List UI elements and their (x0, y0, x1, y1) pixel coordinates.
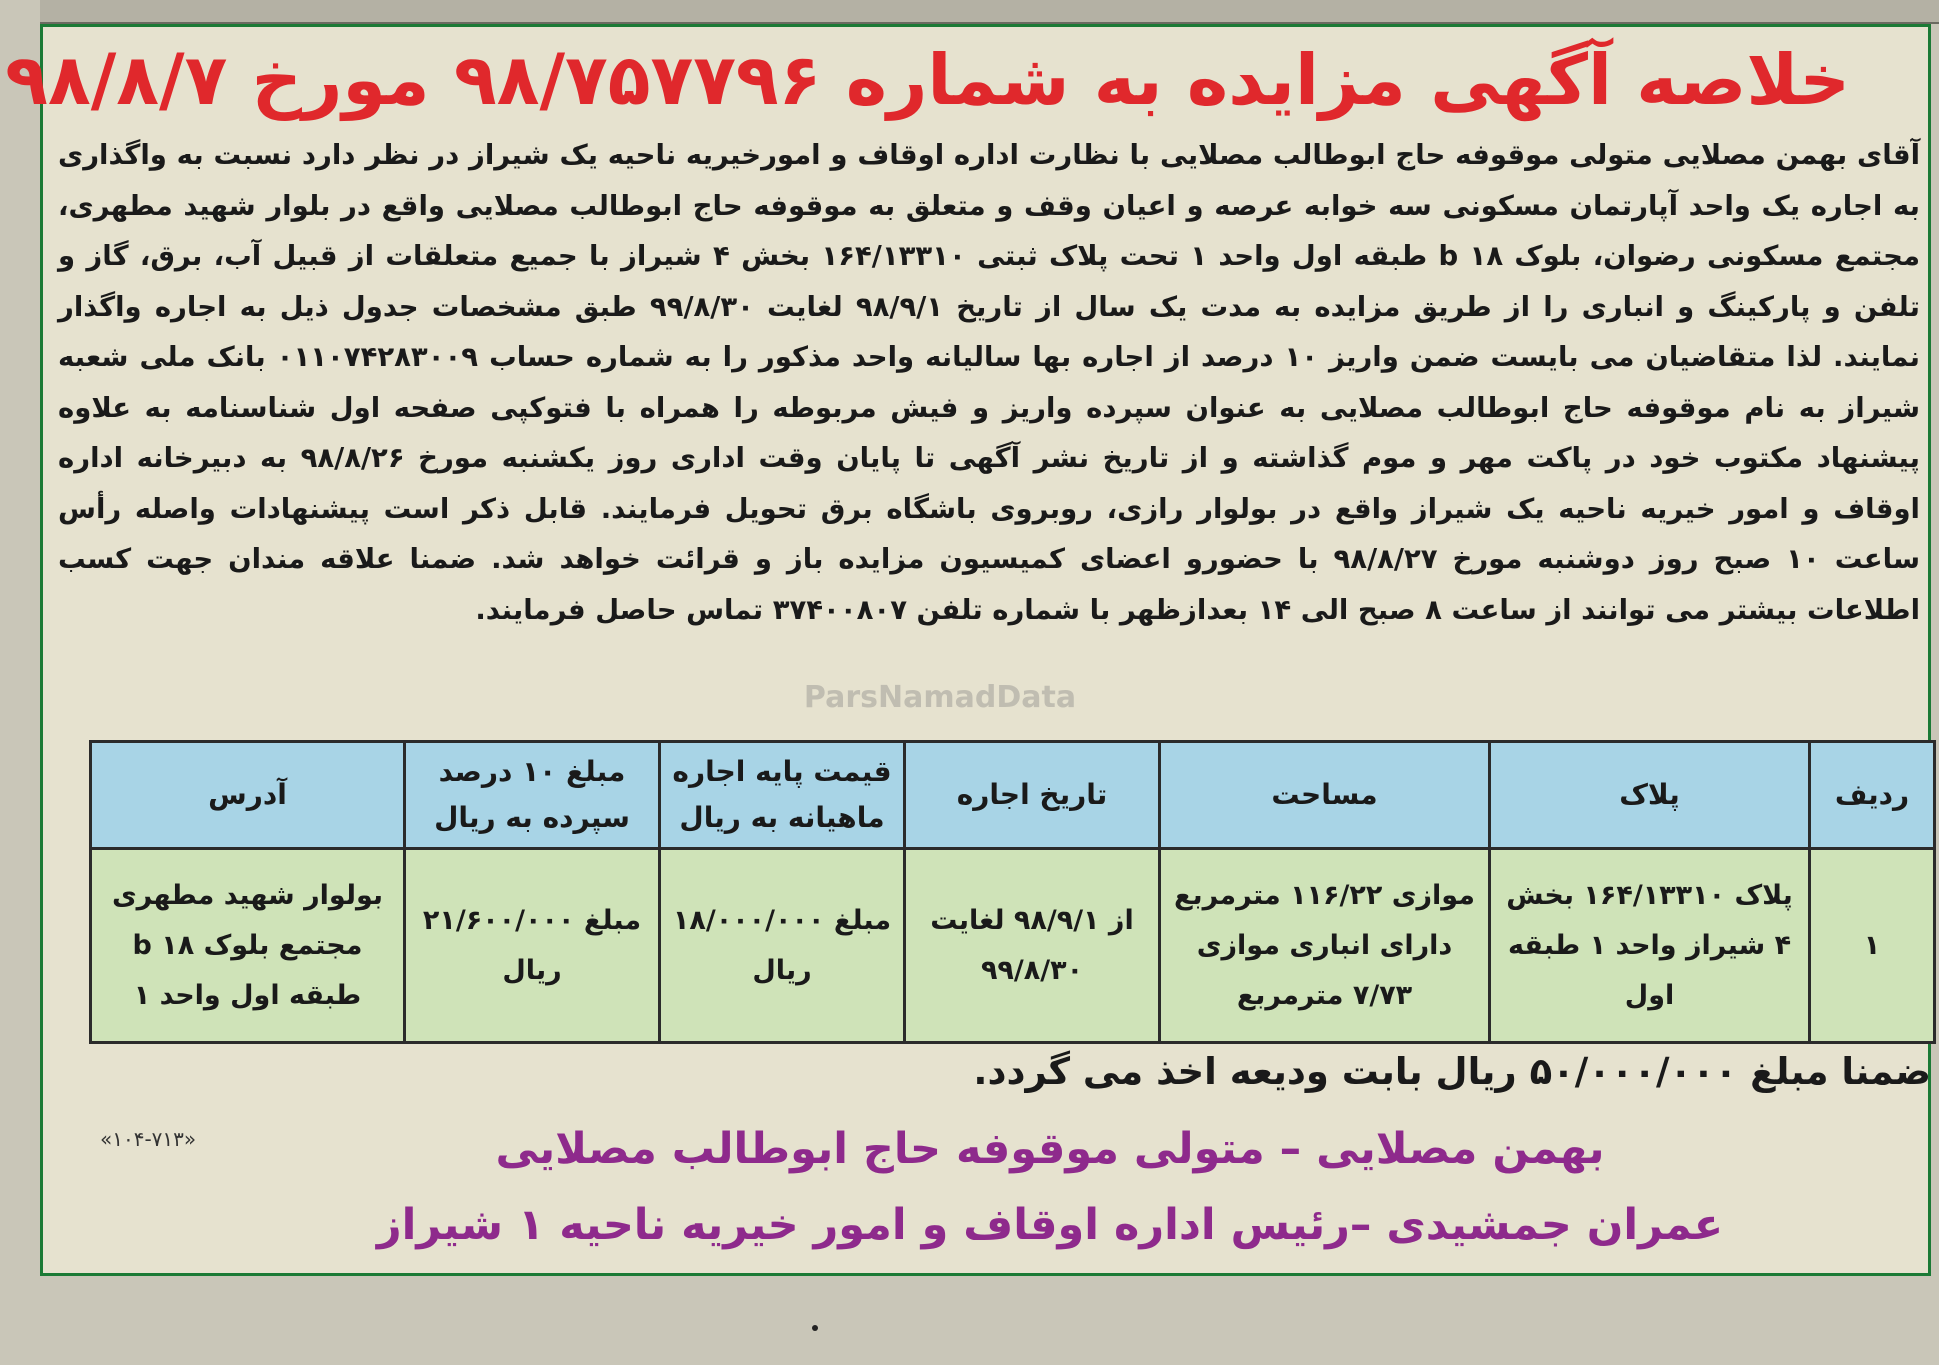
deposit-note: ضمنا مبلغ ۵۰/۰۰۰/۰۰۰ ریال بابت ودیعه اخذ می گردد. (973, 1050, 1931, 1093)
header-base-price: قیمت پایه اجاره ماهیانه به ریال (660, 742, 905, 849)
header-row-number: ردیف (1810, 742, 1935, 849)
header-lease-date: تاریخ اجاره (905, 742, 1160, 849)
header-area: مساحت (1160, 742, 1490, 849)
notice-title: خلاصه آگهی مزایده به شماره ۹۸/۷۵۷۷۹۶ مورخ ۹۸/۸/۷ (5, 39, 1850, 121)
header-plaque: پلاک (1490, 742, 1810, 849)
reference-code: «۱۰۴-۷۱۳» (100, 1127, 197, 1151)
table-row (91, 849, 1935, 1043)
lease-table (89, 740, 1936, 1044)
signature-trustee: بهمن مصلایی – متولی موقوفه حاج ابوطالب مصلایی (495, 1124, 1605, 1174)
signature-office-head: عمران جمشیدی –رئیس اداره اوقاف و امور خیریه ناحیه ۱ شیراز (376, 1200, 1724, 1250)
cell-deposit: مبلغ ۲۱/۶۰۰/۰۰۰ ریال (405, 849, 660, 1043)
notice-body: آقای بهمن مصلایی متولی موقوفه حاج ابوطالب مصلایی با نظارت اداره اوقاف و امورخیریه ناحیه یک شیراز در نظر دارد نسبت به واگذاری به اجاره یک واحد آپارتمان مسکونی سه خوابه عرصه و اعیان وقف و متعلق به موقوفه حاج ابوطالب مصلایی واقع در بلوار شهید مطهری، مجتمع مسکونی رضوان، بلوک b ۱۸ طبقه اول واحد ۱ تحت پلاک ثبتی ۱۶۴/۱۳۳۱۰ بخش ۴ شیراز با جمیع متعلقات از قبیل آب، برق، گاز و تلفن و پارکینگ و انباری را از طریق مزایده به مدت یک سال از تاریخ ۹۸/۹/۱ لغایت ۹۹/۸/۳۰ طبق مشخصات جدول ذیل به اجاره واگذار نمایند. لذا متقاضیان می بایست ضمن واریز ۱۰ درصد از اجاره بها سالیانه واحد مذکور را به شماره حساب ۰۱۱۰۷۴۲۸۳۰۰۹ بانک ملی شعبه شیراز به نام موقوفه حاج ابوطالب مصلایی به عنوان سپرده واریز و فیش مربوطه را همراه با فتوکپی صفحه اول شناسنامه به علاوه پیشنهاد مکتوب خود در پاکت مهر و موم گذاشته و از تاریخ نشر آگهی تا پایان وقت اداری روز یکشنبه مورخ ۹۸/۸/۲۶ به دبیرخانه اداره اوقاف و امور خیریه ناحیه یک شیراز واقع در بولوار رازی، روبروی باشگاه برق تحویل فرمایند. قابل ذکر است پیشنهادات واصله رأس ساعت ۱۰ صبح روز دوشنبه مورخ ۹۸/۸/۲۷ با حضورو اعضای کمیسیون مزایده باز و قرائت خواهد شد. ضمنا علاقه مندان جهت کسب اطلاعات بیشتر می توانند از ساعت ۸ صبح الی ۱۴ بعدازظهر با شماره تلفن ۳۷۴۰۰۸۰۷ تماس حاصل فرمایند. (58, 139, 1921, 626)
page-top-strip (40, 0, 1939, 24)
watermark-text: ParsNamadData (803, 680, 1077, 715)
print-speck (812, 1325, 818, 1331)
cell-base-price: مبلغ ۱۸/۰۰۰/۰۰۰ ریال (660, 849, 905, 1043)
table-header-row (91, 742, 1935, 849)
cell-area: موازی ۱۱۶/۲۲ مترمربع دارای انباری موازی ۷/۷۳ مترمربع (1160, 849, 1490, 1043)
lease-table-container (92, 740, 1936, 1044)
cell-lease-date: از ۹۸/۹/۱ لغایت ۹۹/۸/۳۰ (905, 849, 1160, 1043)
cell-row-number: ۱ (1810, 849, 1935, 1043)
header-address: آدرس (91, 742, 405, 849)
header-deposit: مبلغ ۱۰ درصد سپرده به ریال (405, 742, 660, 849)
cell-address: بولوار شهید مطهری مجتمع بلوک b ۱۸ طبقه اول واحد ۱ (91, 849, 405, 1043)
cell-plaque: پلاک ۱۶۴/۱۳۳۱۰ بخش ۴ شیراز واحد ۱ طبقه اول (1490, 849, 1810, 1043)
